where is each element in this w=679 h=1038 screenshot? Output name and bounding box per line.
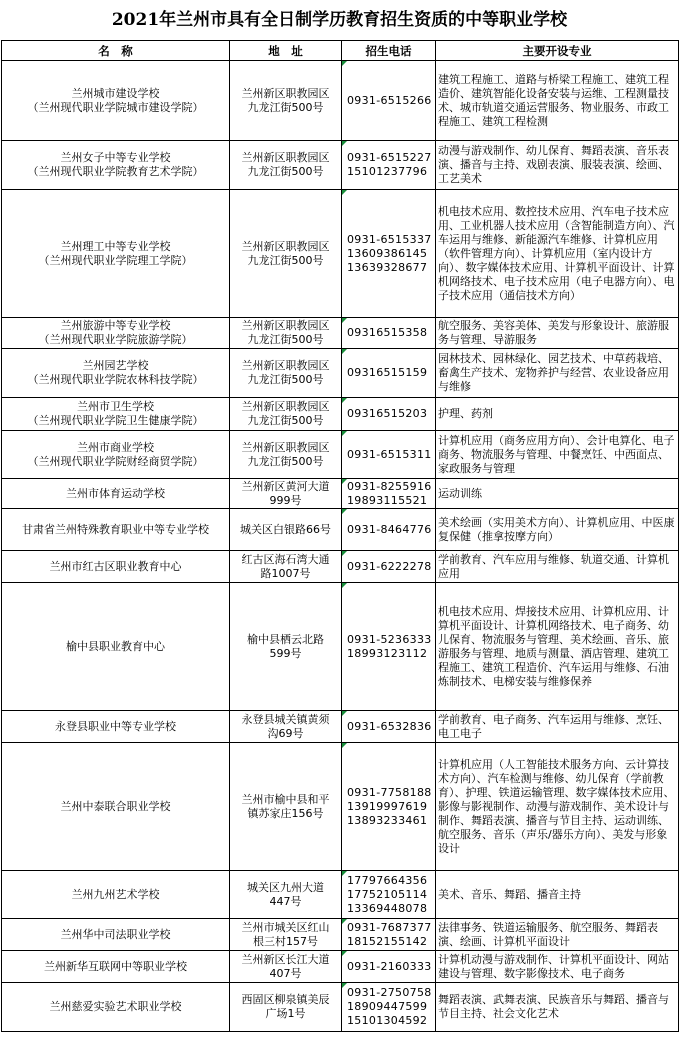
school-name-cell: [2, 431, 230, 479]
school-name-cell: [2, 141, 230, 190]
school-name-line: （兰州现代职业学院教育艺术学院）: [27, 165, 204, 178]
school-phone-number: 18909447599: [347, 1000, 428, 1013]
school-majors-cell: 机电技术应用、数控技术应用、汽车电子技术应用、工业机器人技术应用（含智能制造方向）、汽车运用与维修、新能源汽车维修、计算机应用（软件管理方向）、计算机应用（室内设计方向）、数字媒体技术应用、计算机平面设计、计算机网络技术、电子技术应用（电子电器方向）、电子技术应用（通信技术方向）: [436, 190, 679, 318]
school-address-cell: [230, 871, 342, 919]
school-majors-cell: 美术、音乐、舞蹈、播音主持: [436, 871, 679, 919]
school-row: [2, 509, 679, 551]
school-row: [2, 951, 679, 983]
school-name-cell: [2, 398, 230, 431]
school-majors-cell: 学前教育、电子商务、汽车运用与维修、烹饪、电工电子: [436, 711, 679, 743]
school-address-line: 城关区九州大道: [247, 880, 324, 894]
school-phone-number: 15101237796: [347, 165, 428, 178]
school-address-cell: [230, 141, 342, 190]
school-row: [2, 711, 679, 743]
school-row: [2, 871, 679, 919]
school-address-line: 447号: [269, 894, 302, 908]
school-address-line: 兰州新区黄河大道: [241, 479, 330, 493]
school-name-line: 兰州城市建设学校: [71, 86, 160, 100]
school-address-line: 599号: [269, 646, 302, 660]
school-phone-cell: [342, 983, 436, 1032]
header-name: 名 称: [2, 41, 230, 61]
school-name-cell: [2, 61, 230, 141]
school-address-cell: [230, 743, 342, 871]
school-address-cell: [230, 479, 342, 509]
school-phone-number: 17797664356: [347, 873, 428, 887]
school-name-cell: [2, 479, 230, 509]
school-address-cell: [230, 318, 342, 349]
school-phone-number: 09316515203: [347, 407, 428, 420]
school-phone-number: 13369448078: [347, 901, 428, 915]
school-name-line: 兰州旅游中等专业学校: [60, 319, 171, 332]
school-phone-number: 0931-2750758: [347, 986, 432, 999]
school-address-line: 榆中县栖云北路: [247, 632, 324, 646]
school-name-line: 永登县职业中等专业学校: [55, 719, 176, 733]
school-phone-number: 0931-8255916: [347, 479, 432, 493]
school-phone-number: 13919997619: [347, 799, 428, 813]
school-phone-cell: [342, 479, 436, 509]
school-address-line: 兰州新区长江大道: [241, 952, 330, 966]
school-phone-number: 18993123112: [347, 646, 428, 660]
school-address-line: 九龙江街500号: [247, 333, 324, 346]
school-phone-cell: [342, 871, 436, 919]
school-majors-cell: 计算机应用（商务应用方向）、会计电算化、电子商务、物流服务与管理、中餐烹饪、中西面点、家政服务与管理: [436, 431, 679, 479]
school-phone-cell: [342, 349, 436, 398]
school-majors-cell: 动漫与游戏制作、幼儿保育、舞蹈表演、音乐表演、播音与主持、戏剧表演、服装表演、绘画、工艺美术: [436, 141, 679, 190]
school-name-cell: [2, 871, 230, 919]
school-address-line: 407号: [269, 966, 302, 980]
school-address-line: 九龙江街500号: [247, 373, 324, 386]
school-name-line: 兰州市商业学校: [77, 440, 154, 454]
school-table: [1, 40, 679, 1032]
school-majors-cell: 护理、药剂: [436, 398, 679, 431]
school-address-cell: [230, 349, 342, 398]
school-phone-cell: [342, 398, 436, 431]
school-majors-cell: 计算机动漫与游戏制作、计算机平面设计、网站建设与管理、数字影像技术、电子商务: [436, 951, 679, 983]
school-row: [2, 983, 679, 1032]
school-phone-cell: [342, 318, 436, 349]
school-phone-cell: [342, 551, 436, 583]
school-row: [2, 919, 679, 951]
school-phone-number: 0931-5236333: [347, 632, 432, 646]
school-address-line: 兰州市城关区红山: [241, 920, 330, 934]
school-phone-number: 0931-8464776: [347, 522, 432, 536]
school-address-cell: [230, 431, 342, 479]
school-address-line: 根三村157号: [253, 934, 318, 948]
school-phone-cell: [342, 583, 436, 711]
school-address-cell: [230, 951, 342, 983]
school-name-line: （兰州现代职业学院城市建设学院）: [27, 100, 204, 114]
school-row: [2, 431, 679, 479]
school-majors-cell: 机电技术应用、焊接技术应用、计算机应用、计算机平面设计、计算机网络技术、电子商务、幼儿保育、物流服务与管理、美术绘画、音乐、旅游服务与管理、地质与测量、酒店管理、建筑工程施工、建筑工程造价、汽车运用与维修、石油炼制技术、电梯安装与维修保养: [436, 583, 679, 711]
school-phone-number: 09316515358: [347, 326, 428, 339]
school-name-cell: [2, 509, 230, 551]
school-phone-number: 0931-6515227: [347, 151, 432, 164]
school-phone-cell: [342, 509, 436, 551]
school-name-cell: [2, 190, 230, 318]
school-row: [2, 743, 679, 871]
page-title: 2021年兰州市具有全日制学历教育招生资质的中等职业学校: [111, 10, 568, 30]
school-phone-cell: [342, 711, 436, 743]
school-address-line: 路1007号: [260, 566, 311, 580]
school-name-cell: [2, 583, 230, 711]
school-address-line: 沟69号: [267, 726, 304, 740]
school-phone-number: 0931-2160333: [347, 959, 432, 973]
school-address-line: 九龙江街500号: [247, 253, 324, 267]
school-phone-number: 13639328677: [347, 260, 428, 274]
school-row: [2, 398, 679, 431]
school-name-line: 兰州中泰联合职业学校: [60, 799, 171, 813]
school-name-line: 兰州慈爱实验艺术职业学校: [49, 1000, 182, 1013]
school-phone-number: 19893115521: [347, 493, 428, 507]
school-phone-number: 0931-6515311: [347, 447, 432, 461]
school-address-cell: [230, 583, 342, 711]
school-name-cell: [2, 711, 230, 743]
school-address-cell: [230, 509, 342, 551]
school-address-cell: [230, 919, 342, 951]
school-row: [2, 318, 679, 349]
school-address-line: 永登县城关镇黄须: [241, 712, 330, 726]
school-row: [2, 583, 679, 711]
school-phone-number: 0931-6532836: [347, 719, 432, 733]
school-majors-cell: 园林技术、园林绿化、园艺技术、中草药栽培、畜禽生产技术、宠物养护与经营、农业设备应用与维修: [436, 349, 679, 398]
school-name-cell: [2, 551, 230, 583]
school-phone-number: 15101304592: [347, 1014, 428, 1027]
header-row: [2, 41, 679, 61]
school-name-line: （兰州现代职业学院卫生健康学院）: [27, 414, 204, 427]
school-address-line: 兰州市榆中县和平: [241, 792, 330, 806]
school-phone-cell: [342, 61, 436, 141]
school-address-line: 九龙江街500号: [247, 414, 324, 427]
school-phone-number: 18152155142: [347, 934, 428, 948]
school-name-line: 兰州华中司法职业学校: [60, 927, 171, 941]
school-row: [2, 141, 679, 190]
school-name-cell: [2, 349, 230, 398]
school-majors-cell: 航空服务、美容美体、美发与形象设计、旅游服务与管理、导游服务: [436, 318, 679, 349]
school-address-line: 广场1号: [265, 1007, 306, 1020]
school-address-line: 兰州新区职教园区: [241, 151, 330, 164]
school-name-line: 兰州新华互联网中等职业学校: [44, 959, 187, 973]
school-address-line: 兰州新区职教园区: [241, 86, 330, 100]
header-address: 地 址: [230, 41, 342, 61]
school-address-line: 九龙江街500号: [247, 100, 324, 114]
school-phone-number: 0931-6222278: [347, 559, 432, 573]
school-phone-cell: [342, 743, 436, 871]
school-majors-cell: 舞蹈表演、武舞表演、民族音乐与舞蹈、播音与节目主持、社会文化艺术: [436, 983, 679, 1032]
school-phone-number: 09316515159: [347, 366, 428, 379]
school-address-line: 兰州新区职教园区: [241, 440, 330, 454]
header-phone: 招生电话: [342, 41, 436, 61]
school-address-cell: [230, 551, 342, 583]
school-address-line: 红古区海石湾大通: [241, 552, 330, 566]
school-phone-number: 0931-6515337: [347, 232, 432, 246]
school-row: [2, 551, 679, 583]
school-address-line: 999号: [269, 493, 302, 507]
school-address-line: 城关区白银路66号: [240, 522, 331, 536]
school-phone-cell: [342, 190, 436, 318]
school-majors-cell: 运动训练: [436, 479, 679, 509]
school-phone-number: 0931-6515266: [347, 93, 432, 107]
school-row: [2, 349, 679, 398]
school-name-line: 兰州女子中等专业学校: [60, 151, 171, 164]
school-address-line: 镇苏家庄156号: [247, 806, 324, 820]
school-row: [2, 479, 679, 509]
school-phone-number: 17752105114: [347, 887, 428, 901]
school-address-line: 西固区柳泉镇美辰: [241, 993, 330, 1006]
school-phone-number: 13609386145: [347, 246, 428, 260]
school-row: [2, 190, 679, 318]
school-phone-number: 0931-7758188: [347, 785, 432, 799]
school-phone-cell: [342, 951, 436, 983]
school-name-line: （兰州现代职业学院旅游学院）: [38, 333, 193, 346]
school-name-line: 兰州园艺学校: [82, 359, 149, 372]
school-address-line: 兰州新区职教园区: [241, 359, 330, 372]
school-phone-number: 13893233461: [347, 813, 428, 827]
school-majors-cell: 学前教育、汽车应用与维修、轨道交通、计算机应用: [436, 551, 679, 583]
school-majors-cell: 美术绘画（实用美术方向）、计算机应用、中医康复保健（推拿按摩方向）: [436, 509, 679, 551]
school-name-line: 榆中县职业教育中心: [66, 639, 165, 653]
school-name-line: 甘肃省兰州特殊教育职业中等专业学校: [22, 522, 209, 536]
school-address-line: 兰州新区职教园区: [241, 400, 330, 413]
school-row: [2, 61, 679, 141]
school-address-cell: [230, 61, 342, 141]
school-majors-cell: 计算机应用（人工智能技术服务方向、云计算技术方向）、汽车检测与维修、幼儿保育（学前教育）、护理、铁道运输管理、数字媒体技术应用、影像与影视制作、动漫与游戏制作、美术设计与制作、舞蹈表演、播音与节目主持、运动训练、航空服务、音乐（声乐/器乐方向）、美发与形象设计: [436, 743, 679, 871]
school-majors-cell: 法律事务、铁道运输服务、航空服务、舞蹈表演、绘画、计算机平面设计: [436, 919, 679, 951]
school-address-line: 九龙江街500号: [247, 165, 324, 178]
school-address-cell: [230, 398, 342, 431]
school-name-line: 兰州九州艺术学校: [71, 887, 160, 901]
school-name-line: 兰州市体育运动学校: [66, 486, 165, 500]
school-address-cell: [230, 983, 342, 1032]
school-name-line: （兰州现代职业学院农林科技学院）: [27, 373, 204, 386]
school-phone-number: 0931-7687377: [347, 920, 432, 934]
school-address-cell: [230, 190, 342, 318]
school-phone-cell: [342, 431, 436, 479]
school-name-cell: [2, 743, 230, 871]
school-name-line: （兰州现代职业学院理工学院）: [38, 253, 193, 267]
school-name-line: 兰州理工中等专业学校: [60, 239, 171, 253]
school-name-cell: [2, 318, 230, 349]
school-name-cell: [2, 919, 230, 951]
school-name-cell: [2, 983, 230, 1032]
school-name-line: 兰州市红古区职业教育中心: [49, 559, 182, 573]
school-address-cell: [230, 711, 342, 743]
school-address-line: 九龙江街500号: [247, 454, 324, 468]
school-name-cell: [2, 951, 230, 983]
school-address-line: 兰州新区职教园区: [241, 239, 330, 253]
school-majors-cell: 建筑工程施工、道路与桥梁工程施工、建筑工程造价、建筑智能化设备安装与运维、工程测量技术、城市轨道交通运营服务、物业服务、市政工程施工、建筑工程检测: [436, 61, 679, 141]
school-address-line: 兰州新区职教园区: [241, 319, 330, 332]
school-phone-cell: [342, 919, 436, 951]
header-majors: 主要开设专业: [436, 41, 679, 61]
school-phone-cell: [342, 141, 436, 190]
school-name-line: 兰州市卫生学校: [77, 400, 154, 413]
school-name-line: （兰州现代职业学院财经商贸学院）: [27, 454, 204, 468]
